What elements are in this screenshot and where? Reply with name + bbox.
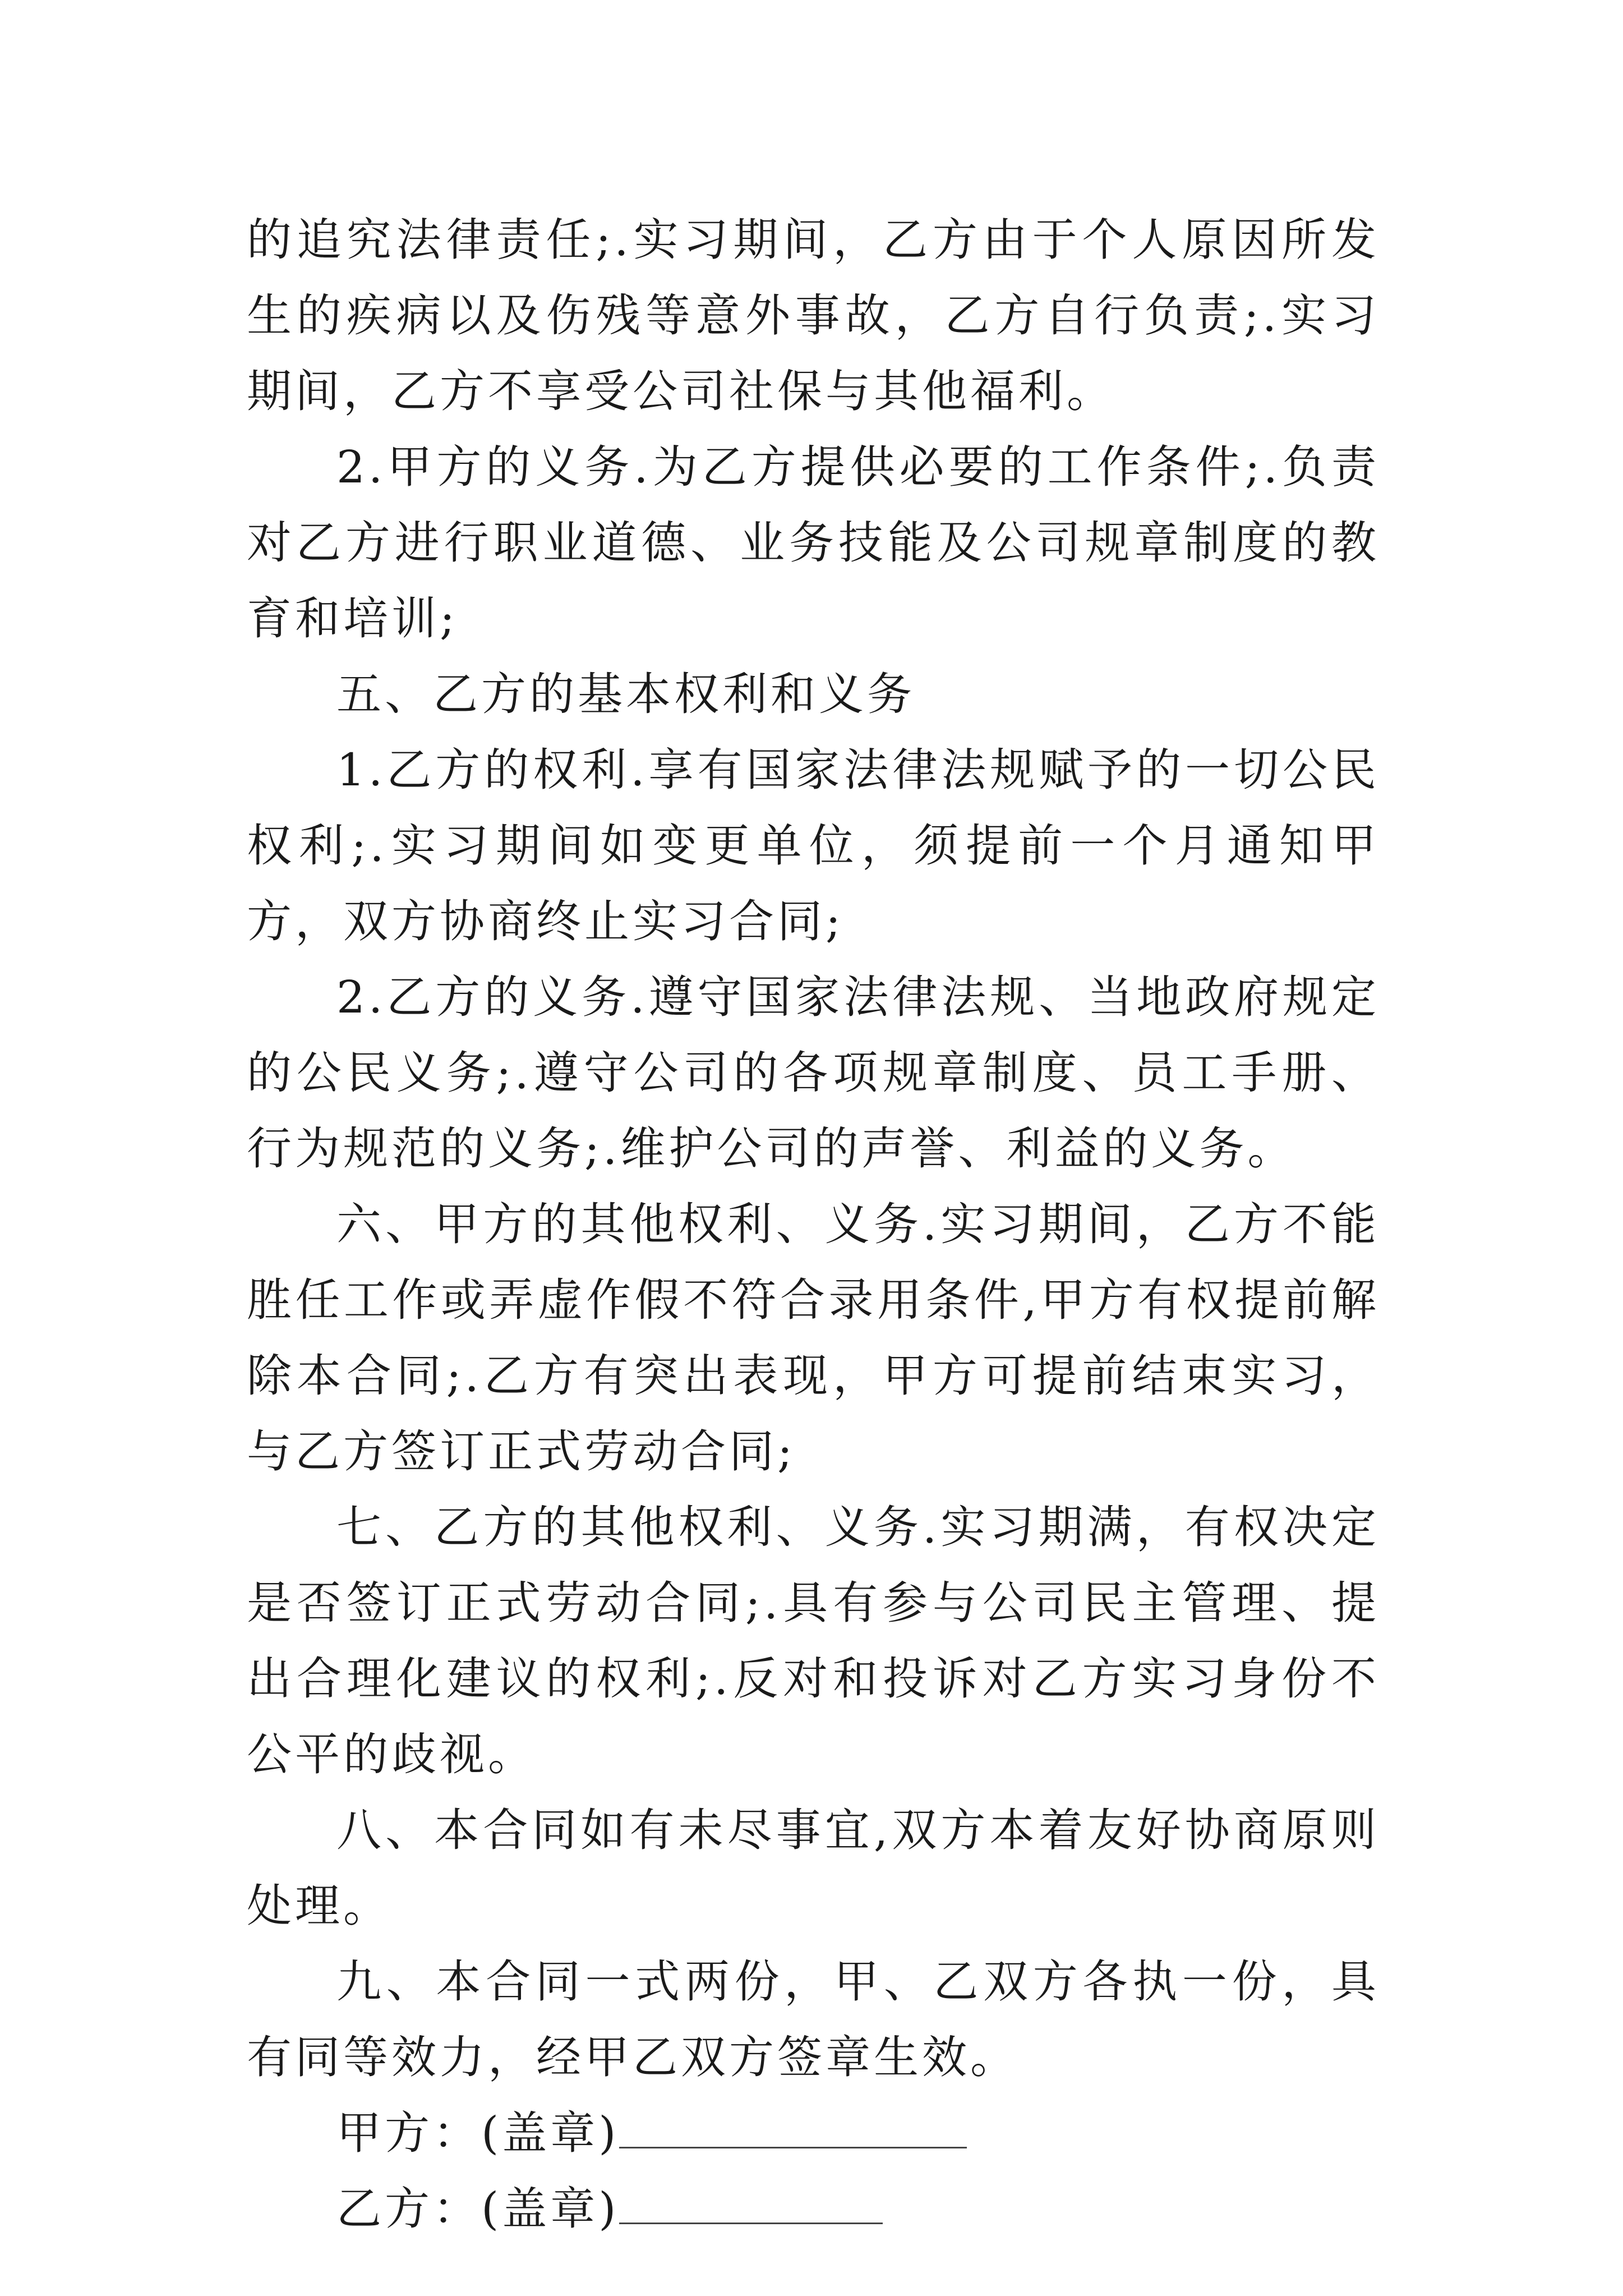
paragraph-party-b-duties: 2.乙方的义务.遵守国家法律法规、当地政府规定的公民义务;.遵守公司的各项规章制度、员工手册、行为规范的义务;.维护公司的声誉、利益的义务。 — [247, 971, 1380, 1175]
party-a-signature-blank[interactable] — [619, 2108, 967, 2148]
party-a-signature-label: 甲方：(盖章) — [336, 2107, 620, 2159]
section-heading-5: 五、乙方的基本权利和义务 — [336, 668, 915, 720]
party-a-signature-line — [247, 2095, 1380, 2171]
party-b-signature-blank[interactable] — [619, 2183, 883, 2224]
paragraph-party-a-duties: 2.甲方的义务.为乙方提供必要的工作条件;.负责对乙方进行职业道德、业务技能及公司规章制度的教育和培训; — [247, 441, 1380, 645]
section-9-copies: 九、本合同一式两份，甲、乙双方各执一份，具有同等效力，经甲乙双方签章生效。 — [247, 1955, 1380, 2083]
paragraph-party-b-rights: 1.乙方的权利.享有国家法律法规赋予的一切公民权利;.实习期间如变更单位，须提前一个月通知甲方，双方协商终止实习合同; — [247, 744, 1380, 947]
section-8-unresolved-matters: 八、本合同如有未尽事宜,双方本着友好协商原则处理。 — [247, 1804, 1380, 1932]
paragraph-continuation: 的追究法律责任;.实习期间，乙方由于个人原因所发生的疾病以及伤残等意外事故，乙方自行负责;.实习期间，乙方不享受公司社保与其他福利。 — [247, 214, 1380, 417]
document-page — [247, 202, 1380, 2247]
section-7-party-b-other: 七、乙方的其他权利、义务.实习期满，有权决定是否签订正式劳动合同;.具有参与公司民主管理、提出合理化建议的权利;.反对和投诉对乙方实习身份不公平的歧视。 — [247, 1501, 1380, 1780]
party-b-signature-line — [247, 2171, 1380, 2247]
section-6-party-a-other: 六、甲方的其他权利、义务.实习期间，乙方不能胜任工作或弄虚作假不符合录用条件,甲方有权提前解除本合同;.乙方有突出表现，甲方可提前结束实习，与乙方签订正式劳动合同; — [247, 1198, 1380, 1478]
party-b-signature-label: 乙方：(盖章) — [336, 2183, 620, 2235]
